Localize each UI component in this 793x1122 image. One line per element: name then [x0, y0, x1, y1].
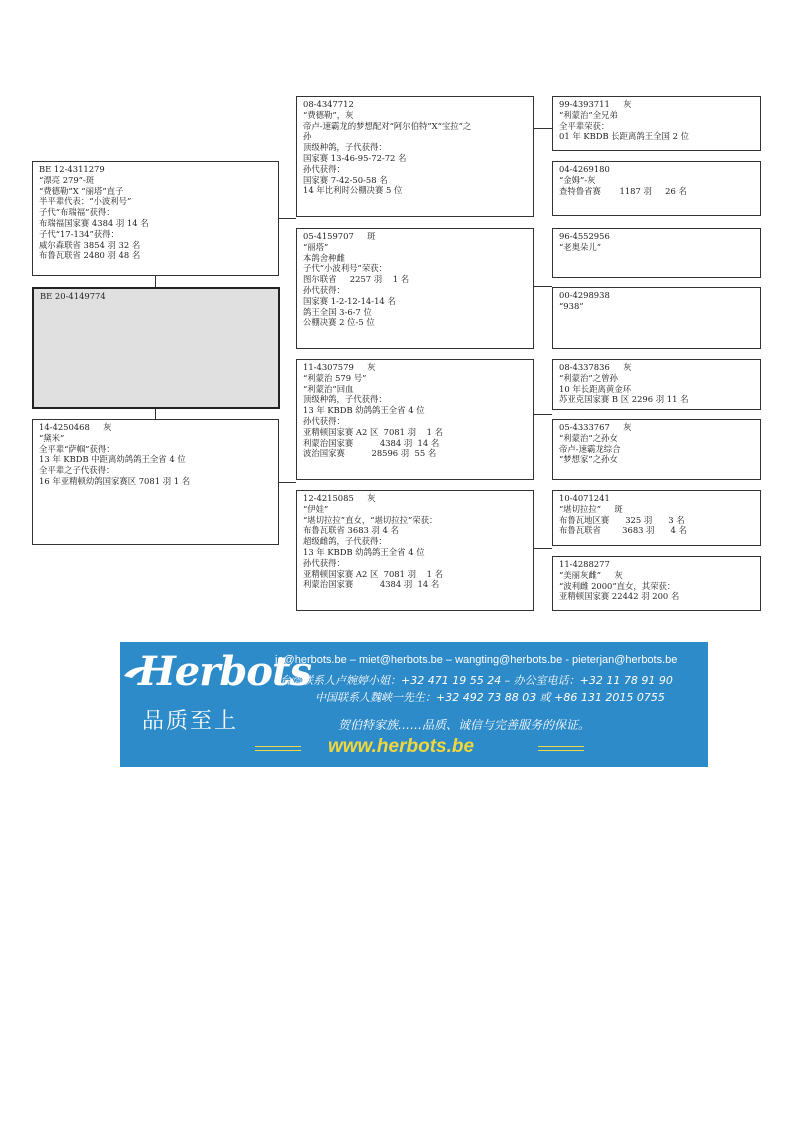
pedigree-text-line: “利蒙治”全兄弟: [559, 109, 618, 120]
pedigree-text-line: 全平辈之子代获得：: [39, 465, 115, 476]
dam-box: [32, 419, 279, 545]
decorative-line: [538, 750, 584, 751]
pedigree-text-line: “漂亮 279”-斑: [39, 174, 95, 185]
pedigree-text-line: 帝卢-速霸龙综合: [559, 443, 621, 454]
pigeon-photo-placeholder: [32, 287, 280, 409]
pedigree-text-line: 子代“小波利号”荣获：: [303, 263, 387, 274]
sire-dam-box: [296, 228, 534, 349]
pedigree-text-line: 布鲁瓦地区赛 325 羽 3 名: [559, 514, 685, 525]
pedigree-text-line: BE 12-4311279: [39, 164, 105, 174]
pedigree-text-line: 孙代获得：: [303, 557, 345, 568]
dam-dam-box: [296, 490, 534, 611]
photo-ring-label: BE 20-4149774: [40, 291, 106, 301]
pedigree-text-line: 孙代获得：: [303, 163, 345, 174]
decorative-line: [255, 746, 301, 747]
pedigree-text-line: 12-4215085 灰: [303, 493, 376, 503]
pedigree-text-line: 14-4250468 灰: [39, 422, 112, 432]
pedigree-text-line: 14 年比利时公棚决赛 5 位: [303, 185, 403, 196]
pedigree-text-line: 顶级种鸽，子代获得：: [303, 394, 387, 405]
pedigree-text-line: “堪切拉拉”直女，“堪切拉拉”荣获：: [303, 514, 438, 525]
pedigree-text-line: 超级雌鸽，子代获得：: [303, 536, 387, 547]
sire-sire-dam-box: [552, 161, 761, 216]
pedigree-text-line: 波治国家赛 28596 羽 55 名: [303, 448, 437, 459]
china-contact: 中国联系人魏峡一先生：+32 492 73 88 03 或 +86 131 2015 0755: [315, 691, 665, 704]
pedigree-text-line: 04-4269180: [559, 164, 610, 174]
pedigree-text-line: 99-4393711 灰: [559, 99, 632, 109]
pedigree-text-line: “伊娃”: [303, 503, 329, 514]
pedigree-text-line: 布鲁瓦联省 2480 羽 48 名: [39, 250, 141, 261]
pedigree-text-line: 11-4288277: [559, 559, 610, 569]
pedigree-text-line: “利蒙治”回血: [303, 383, 354, 394]
pedigree-text-line: “丽塔”: [303, 241, 329, 252]
pedigree-text-line: 10-4071241: [559, 493, 610, 503]
pedigree-text-line: 国家赛 13-46-95-72-72 名: [303, 152, 407, 163]
pedigree-text-line: 利蒙治国家赛 4384 羽 14 名: [303, 579, 440, 590]
pedigree-text-line: 13 年 KBDB 幼鸽鸽王全省 4 位: [303, 405, 425, 416]
pedigree-text-line: 11-4307579 灰: [303, 362, 376, 372]
pedigree-text-line: 13 年 KBDB 中距离幼鸽鸽王全省 4 位: [39, 454, 186, 465]
pedigree-text-line: 全平辈“萨帼”获得：: [39, 443, 115, 454]
pedigree-text-line: 亚精顿国家赛 A2 区 7081 羽 1 名: [303, 568, 444, 579]
pedigree-text-line: 顶级种鸽，子代获得：: [303, 142, 387, 153]
dam-sire-dam-box: [552, 419, 761, 480]
pedigree-text-line: 孙: [303, 131, 312, 142]
website-link[interactable]: www.herbots.be: [328, 736, 475, 757]
pedigree-text-line: 国家赛 7-42-50-58 名: [303, 174, 388, 185]
sire-dam-sire-box: [552, 228, 761, 278]
connector-line: [155, 275, 156, 287]
pedigree-text-line: 13 年 KBDB 幼鸽鸽王全省 4 位: [303, 546, 425, 557]
pedigree-text-line: 利蒙治国家赛 4384 羽 14 名: [303, 437, 440, 448]
herbots-banner: [120, 642, 708, 767]
connector-line: [533, 286, 552, 287]
pedigree-text-line: “金姆”-灰: [559, 174, 596, 185]
pedigree-text-line: 国家赛 1-2-12-14-14 名: [303, 295, 396, 306]
dam-sire-sire-box: [552, 359, 761, 410]
connector-line: [533, 414, 552, 415]
pedigree-text-line: “波利雌 2000”直女，其荣获：: [559, 580, 676, 591]
pedigree-text-line: 96-4552956: [559, 231, 610, 241]
pedigree-text-line: “利蒙治”之曾孙: [559, 372, 618, 383]
pedigree-text-line: “费德勒”，灰: [303, 109, 354, 120]
pedigree-text-line: 08-4347712: [303, 99, 354, 109]
pedigree-text-line: 亚精顿国家赛 22442 羽 200 名: [559, 591, 680, 602]
pedigree-text-line: 图尔联省 2257 羽 1 名: [303, 274, 410, 285]
pedigree-text-line: 帝卢-速霸龙的梦想配对“阿尔伯特”X“宝拉”之: [303, 120, 472, 131]
connector-line: [278, 218, 296, 219]
sire-dam-dam-box: [552, 287, 761, 349]
pedigree-text-line: 孙代获得：: [303, 284, 345, 295]
pedigree-text-line: 鸽王全国 3-6-7 位: [303, 306, 372, 317]
pedigree-text-line: 亚精顿国家赛 A2 区 7081 羽 1 名: [303, 426, 444, 437]
pedigree-text-line: 00-4298938: [559, 290, 610, 300]
sire-sire-box: [296, 96, 534, 217]
banner-slogan: 贺伯特家族……品质、诚信与完善服务的保证。: [338, 718, 591, 732]
pedigree-text-line: “938”: [559, 300, 584, 311]
dam-dam-sire-box: [552, 490, 761, 546]
pedigree-text-line: 全平辈荣获：: [559, 120, 610, 131]
connector-line: [533, 128, 552, 129]
contact-emails[interactable]: jo@herbots.be – miet@herbots.be – wangting@herbots.be - pieterjan@herbots.be: [275, 654, 678, 666]
pedigree-text-line: “美丽灰雌” 灰: [559, 569, 623, 580]
pedigree-text-line: 苏亚克国家赛 B 区 2296 羽 11 名: [559, 394, 689, 405]
connector-line: [533, 548, 552, 549]
pedigree-text-line: 08-4337836 灰: [559, 362, 632, 372]
pedigree-text-line: 16 年亚精顿幼鸽国家赛区 7081 羽 1 名: [39, 475, 191, 486]
pedigree-text-line: 查特鲁省赛 1187 羽 26 名: [559, 185, 687, 196]
sire-box: [32, 161, 279, 276]
decorative-line: [255, 750, 301, 751]
dam-sire-box: [296, 359, 534, 480]
pedigree-text-line: 本鸽舍种雌: [303, 252, 345, 263]
pedigree-text-line: “梦想家”之孙女: [559, 454, 618, 465]
pedigree-text-line: 半平辈代表：“小波利号”: [39, 196, 132, 207]
pedigree-text-line: 布瑞福国家赛 4384 羽 14 名: [39, 217, 149, 228]
pedigree-text-line: 01 年 KBDB 长距离鸽王全国 2 位: [559, 131, 689, 142]
pedigree-text-line: “利蒙治 579 号”: [303, 372, 367, 383]
pedigree-text-line: 威尔森联省 3854 羽 32 名: [39, 239, 141, 250]
pedigree-text-line: 子代“17-134”获得：: [39, 228, 119, 239]
dam-dam-dam-box: [552, 556, 761, 611]
pedigree-text-line: 05-4159707 斑: [303, 231, 376, 241]
pedigree-text-line: “费德勒”X “丽塔”直子: [39, 185, 124, 196]
pedigree-text-line: “利蒙治”之孙女: [559, 432, 618, 443]
pedigree-text-line: 10 年长距离黄金环: [559, 383, 631, 394]
herbots-logo: Herbots: [138, 648, 311, 695]
pedigree-text-line: “堪切拉拉” 斑: [559, 503, 623, 514]
pedigree-text-line: 孙代获得：: [303, 415, 345, 426]
decorative-line: [538, 746, 584, 747]
taiwan-contact: 台湾联系人卢婉婷小姐：+32 471 19 55 24 – 办公室电话：+32 11 78 91 90: [280, 674, 673, 687]
pedigree-text-line: 公棚决赛 2 位-5 位: [303, 317, 375, 328]
banner-tagline: 品质至上: [142, 709, 239, 734]
pedigree-text-line: 子代“布瑞福”获得：: [39, 207, 115, 218]
connector-line: [278, 482, 296, 483]
pedigree-text-line: “黛米”: [39, 432, 65, 443]
pedigree-text-line: 布鲁瓦联省 3683 羽 4 名: [303, 525, 399, 536]
sire-sire-sire-box: [552, 96, 761, 151]
pedigree-text-line: “老奥朵儿”: [559, 241, 602, 252]
pedigree-text-line: 05-4333767 灰: [559, 422, 632, 432]
pedigree-text-line: 布鲁瓦联省 3683 羽 4 名: [559, 525, 687, 536]
